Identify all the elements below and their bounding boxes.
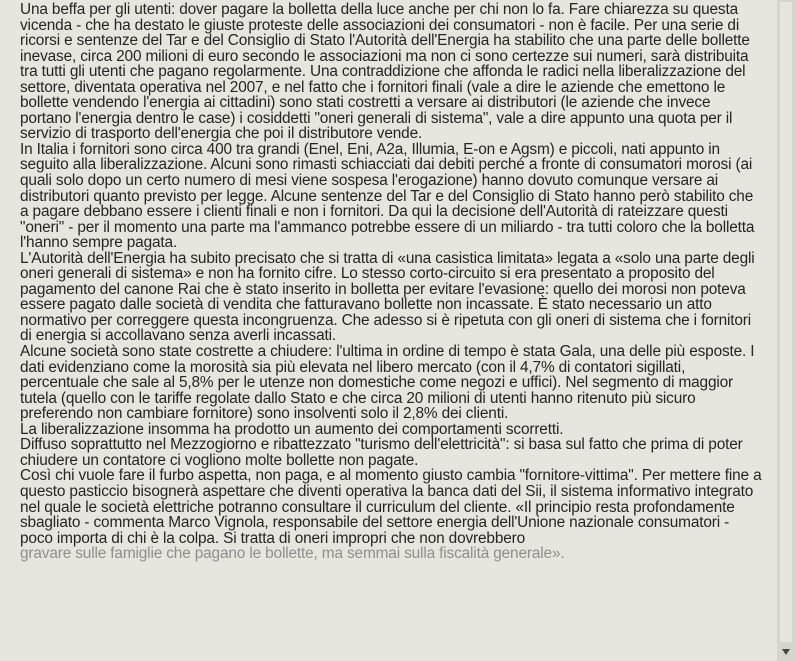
article-paragraph: Diffuso soprattutto nel Mezzogiorno e ribattezzato "turismo dell'elettricità": si basa sul fatto che prima di poter chiudere un contatore ci vogliono molte bollette non pagate. <box>20 436 743 469</box>
cut-off-line: gravare sulle famiglie che pagano le bollette, ma semmai sulla fiscalità generale». <box>20 545 565 563</box>
article-paragraph: La liberalizzazione insomma ha prodotto un aumento dei comportamenti scorretti. <box>20 420 564 438</box>
article-paragraph: In Italia i fornitori sono circa 400 tra grandi (Enel, Eni, A2a, Illumia, E-on e Agsm) e piccoli, nati appunto in seguito alla liberalizzazione. Alcuni sono rimasti schiacciati dai debiti perché a fronte di consumatori morosi (ai quali solo dopo un certo numero di mesi viene sospesa l'erogazione) hanno dovuto comunque versare ai distributori quanto previsto per legge. Alcune sentenze del Tar e del Consiglio di Stato hanno però stabilito che a pagare debbano essere i clienti finali e non i fornitori. Da qui la decisione dell'Autorità di rateizzare questi "oneri" - per il momento una parte ma l'ammanco potrebbe essere di un miliardo - tra tutti coloro che la bolletta l'hanno sempre pagata. <box>20 140 755 252</box>
article-paragraph: Così chi vuole fare il furbo aspetta, non paga, e al momento giusto cambia "fornitore-vittima". Per mettere fine a questo pasticcio bisognerà aspettare che diventi operativa la banca dati del Sii, il sistema informativo integrato nel quale le società elettriche potranno consultare il curriculum del cliente. «Il principio resta profondamente sbagliato - commenta Marco Vignola, responsabile del settore energia dell'Unione nazionale consumatori - poco importa di chi è la colpa. Si tratta di oneri impropri che non dovrebbero <box>20 467 762 547</box>
article-paragraph: L'Autorità dell'Energia ha subito precisato che si tratta di «una casistica limitata» legata a «solo una parte degli oneri generali di sistema» e non ha fornito cifre. Lo stesso corto-circuito si era presentato a proposito del pagamento del canone Rai che è stato inserito in bolletta per evitare l'evasione: quello dei morosi non poteva essere pagato dalle società di vendita che fatturavano bollette non incassate. È stato necessario un atto normativo per correggere questa incongruenza. Che adesso si è ripetuta con gli oneri di sistema che i fornitori di energia si accollavano senza averli incassati. <box>20 249 755 345</box>
vertical-scrollbar[interactable] <box>777 0 795 661</box>
scrollbar-thumb[interactable] <box>780 2 792 642</box>
article-body <box>20 1 765 563</box>
article-paragraph: Una beffa per gli utenti: dover pagare la bolletta della luce anche per chi non lo fa. Fare chiarezza su questa vicenda - che ha destato le giuste proteste delle associazioni dei consumatori - non è facile. Per una serie di ricorsi e sentenze del Tar e del Consiglio di Stato l'Autorità dell'Energia ha stabilito che una parte delle bollette inevase, circa 200 milioni di euro secondo le associazioni ma non ci sono certezze sui numeri, sarà distribuita tra tutti gli utenti che pagano regolarmente. Una contraddizione che affonda le radici nella liberalizzazione del settore, diventata operativa nel 2007, e nel fatto che i fornitori finali (vale a dire le aziende che emettono le bollette vendendo l'energia ai cittadini) sono stati costretti a versare ai distributori (le aziende che invece portano l'energia dentro le case) i cosiddetti "oneri generali di sistema", vale a dire appunto una quota per il servizio di trasporto dell'energia che poi il distributore vende. <box>20 1 750 143</box>
chevron-down-icon[interactable] <box>782 649 790 655</box>
article-paragraph: Alcune società sono state costrette a chiudere: l'ultima in ordine di tempo è stata Gala, una delle più esposte. I dati evidenziano come la morosità sia più elevata nel libero mercato (con il 4,7% di contatori sigillati, percentuale che sale al 5,8% per le utenze non domestiche come negozi e uffici). Nel segmento di maggior tutela (quello con le tariffe regolate dallo Stato e che circa 20 milioni di utenti hanno ritenuto più sicuro preferendo non cambiare fornitore) sono insolventi solo il 2,8% dei clienti. <box>20 343 755 423</box>
